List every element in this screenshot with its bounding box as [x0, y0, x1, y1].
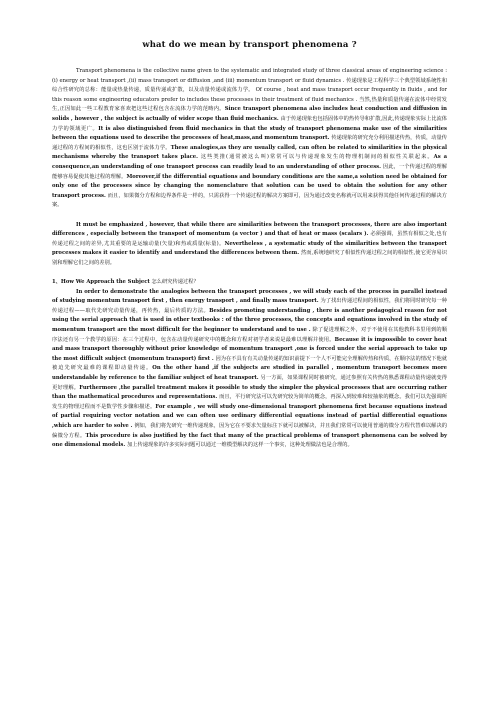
- sentence-text: 而且，如果微分方程和边界条件是一样的，只需获得一个传递过程的解决方案即可，因为通过改变名称就可以用来获得其他任何传递过程的解决方案。: [52, 192, 448, 209]
- sentence-text: 当然,热量和质量传递在流体中经常发生,正因如此一些工程教育家喜欢把这些过程包含在流体力学的范畴内。: [52, 96, 447, 113]
- sentence-text: 例如，我们将先研究一维传递现象，因为它在不要求矢量标注下就可以被解决，并且我们常常可以使用普通的微分方程代替难以解决的偏微分方程。: [52, 422, 447, 439]
- sentence-text: Of course , heat and mass transport occur frequently in fluids , and for this reason some engineering educators prefer to includes these processes in their treatment of fluid mechanics .: [52, 87, 447, 103]
- sentence-text: 为了找出传递过程间的相似性，我们将同时研究每一种传递过程——取代先研究动量传递，再传热，最后传质的方法。: [52, 298, 447, 314]
- document-page: [52, 40, 447, 451]
- sentence-en: These analogies,as they are usually called, can often be related to similarities in the physical mechanisms whereby the transport takes place.: [52, 144, 448, 161]
- sentence-en: For example , we will study one-dimensional transport phenomena first because equations instead of partial requiring vector notation and we can often use ordinary differential equations instead of partial differential equations ,which are harder to solve .: [52, 403, 448, 429]
- sentence-en: Besides promoting understanding , there is another pedagogical reason for not using the serial approach that is used in other textbooks : of the three processes, the concepts and equations involved in the study of momentum transport are the most difficult for the beginner to understand and to use .: [52, 307, 448, 334]
- sentence-text: 除了促进理解之外，对于不使用在其他教科书里用到的顺序法还有另一个教学的原因：在三个过程中，包含在动量传递研究中的概念和方程对初学者来说是最难以理解并使用。: [52, 327, 447, 343]
- paragraph-gap: [52, 211, 447, 221]
- sentence-text: 而且，平行研究法可以先研究较为简单的概念，再深入到较难和较抽象的概念。我们可以先强调所发生的物理过程而不是数学性步骤和描述。: [52, 394, 448, 410]
- paragraph-intro: [52, 67, 447, 211]
- section-heading-cn: 怎么研究传递过程？: [149, 279, 199, 286]
- sentence-en: Since transport phenomena also includes heat conduction and diffusion in solids , however , the subject is actually of wider scope than fluid mechanics.: [52, 106, 447, 122]
- sentence-en: In order to demonstrate the analogies between the transport processes , we will study each of the process in parallel instead of studying momentum transport first , then energy transport , and finally mass transport.: [52, 288, 447, 305]
- document-title: what do we mean by transport phenomena ?: [142, 40, 357, 50]
- sentence-text: 必须强调，虽然有相似之处,也有传递过程之间的差异,尤其重要的是运输动量(矢量)和热或质量(标量)。: [52, 231, 448, 247]
- paragraph-approach: [52, 288, 447, 451]
- sentence-en: It is also distinguished from fluid mechanics in that the study of transport phenomena make use of the similarities between the equations used to describe the processes of heat,mass,and momentum transport.: [52, 125, 447, 142]
- sentence-text: Transport phenomena is the collective name given to the systematic and integrated study of three classical areas of engineering science : (i) energy or heat transport ,(ii) mass transport or diffusion ,and (iii) momentum transport or fluid dynamics . 传递现象是工程科学三个典型领域系统性和综合性研究的总称：能量或热量传递，质量传递或扩散，以及动量传递或流体力学。: [52, 68, 447, 94]
- sentence-en: On the other hand ,if the subjects are studied in parallel , momentum transport becomes more understandable by reference to the familiar subject of heat transport.: [52, 365, 448, 381]
- sentence-en: Furthermore ,the parallel treatment makes it possible to study the simpler the physical processes that are occurring rather than the mathematical procedures and representations.: [52, 384, 448, 401]
- sentence-en: This procedure is also justified by the fact that many of the practical problems of transport phenomena can be solved by one dimensional models.: [52, 432, 447, 449]
- sentence-en: As a consequence,an understanding of one transport process can readily lead to an understanding of other process.: [52, 154, 447, 170]
- paragraph-gap: [52, 268, 447, 278]
- sentence-en: Because it is impossible to cover heat and mass transport thoroughly without prior knowledge of momentum transport ,one is forced under the serial approach to take up the most difficult subject (momentum transport) first .: [52, 336, 447, 362]
- section-heading: [52, 278, 447, 288]
- sentence-text: 传递现象的研究充分利用描述传热，传质，动量传递过程的方程间的相似性，这也区别于流体力学。: [52, 135, 447, 151]
- sentence-text: 因此，一个传递过程的理解能够容易促使其他过程的理解。: [52, 163, 447, 180]
- sentence-text: 由于传递现象也包括固体中的热传导和扩散,因此,传递现象实际上比流体力学的领域更广。: [52, 115, 447, 132]
- sentence-en: Moreover,if the differential equations and boundary conditions are the same,a solution need be obtained for only one of the processes since by changing the nomenclature that solution can be used to obtain the solution for any other transport process.: [52, 173, 447, 199]
- sentence-text: 然而,系统地研究了相似性传递过程之间的相似性,使它更容易识别和理解它们之间的差别。: [52, 250, 447, 266]
- sentence-en: It must be emphasized , however, that while there are similarities between the transport processes, there are also important differences , especially between the transport of momentum (a vector ) and that of heat or mass (scalars ).: [52, 221, 447, 238]
- sentence-text: 加上传递现象的许多实际问题可以通过一维模型解决的这样一个事实，这种处理做法也是合理的。: [127, 442, 353, 449]
- paragraph-differences: [52, 221, 447, 269]
- sentence-text: 另一方面，如果课程同时被研究，通过参照有关传热的熟悉课程动量传递就变得更好理解。: [52, 375, 448, 391]
- sentence-text: 因为在不具有有关动量传递的知识前提下一个人不可能完全理解传热和传质，在顺序法的情况下他就被迫先研究最难的课程即动量传递。: [52, 355, 448, 372]
- sentence-en: Nevertheless , a systematic study of the similarities between the transport processes makes it easier to identify and understand the differences between them.: [52, 240, 447, 257]
- sentence-text: 这些类推(通常被这么叫)常常可以与传递现象发生的物理机制间的相似性关联起来。: [200, 154, 434, 161]
- section-heading-en: 1、How We Approach the Subject: [52, 279, 150, 286]
